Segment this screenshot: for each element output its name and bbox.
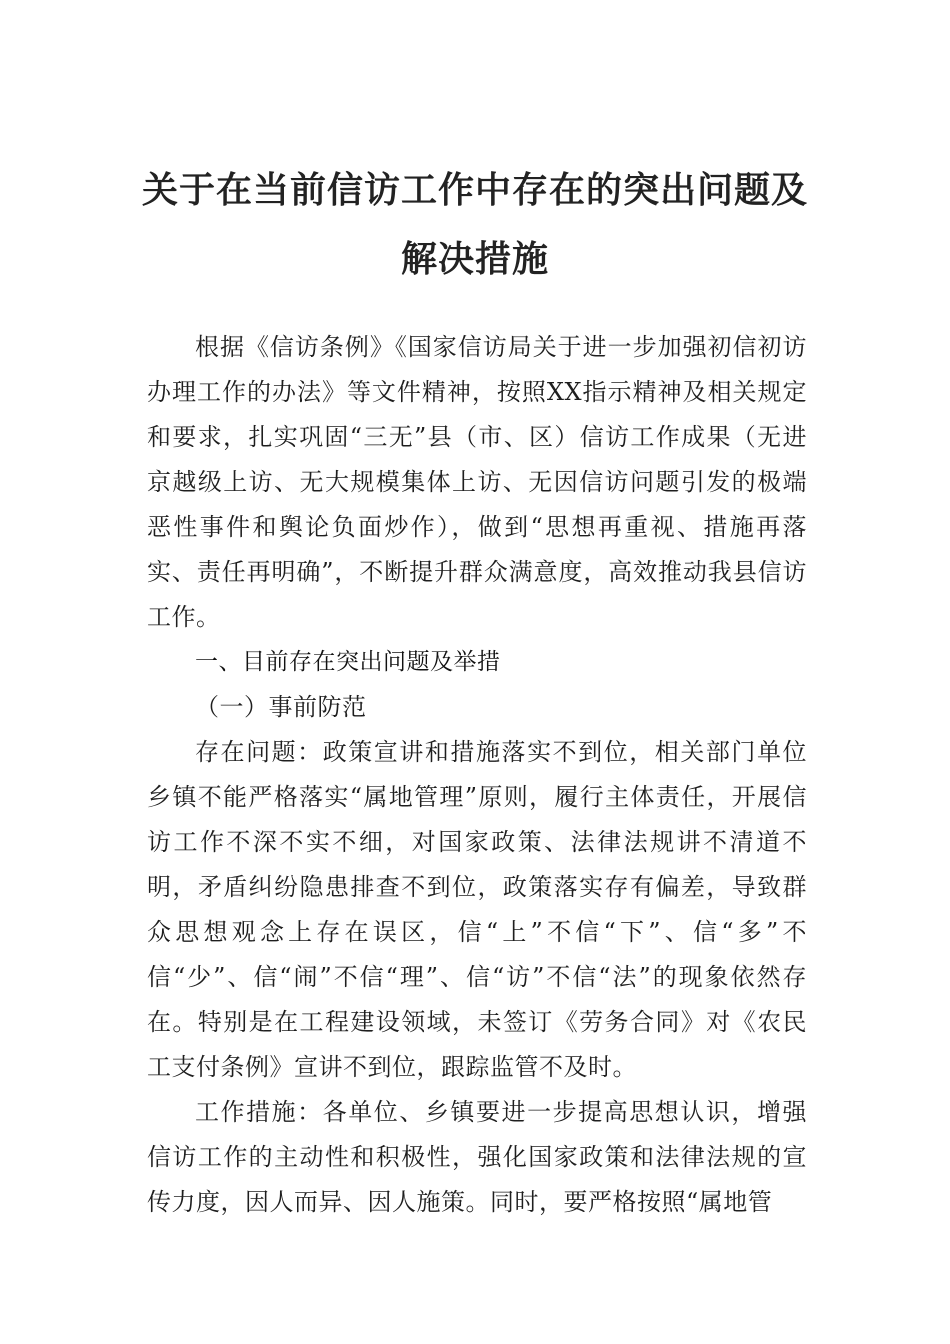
problem-paragraph: 存在问题：政策宣讲和措施落实不到位，相关部门单位乡镇不能严格落实“属地管理”原则，履行主体责任，开展信访工作不深不实不细，对国家政策、法律法规讲不清道不明，矛盾纠纷隐患排查不到位，政策落实存有偏差，导致群众思想观念上存在误区，信“上”不信“下”、信“多”不信“少”、信“闹”不信“理”、信“访”不信“法”的现象依然存在。特别是在工程建设领域，未签订《劳务合同》对《农民工支付条例》宣讲不到位，跟踪监管不及时。 [147,738,807,1081]
intro-paragraph: 根据《信访条例》《国家信访局关于进一步加强初信初访办理工作的办法》等文件精神，按照XX指示精神及相关规定和要求，扎实巩固“三无”县（市、区）信访工作成果（无进京越级上访、无大规模集体上访、无因信访问题引发的极端恶性事件和舆论负面炒作），做到“思想再重视、措施再落实、责任再明确”，不断提升群众满意度，高效推动我县信访工作。 [147,333,807,631]
document-body [147,325,807,1225]
section-heading-1: 一、目前存在突出问题及举措 [195,649,501,675]
document-title-line-1: 关于在当前信访工作中存在的突出问题及 [141,169,808,211]
measures-paragraph: 工作措施：各单位、乡镇要进一步提高思想认识，增强信访工作的主动性和积极性，强化国家政策和法律法规的宣传力度，因人而异、因人施策。同时，要严格按照“属地管 [147,1098,807,1216]
document-title-line-2: 解决措施 [400,238,549,280]
subsection-heading-1: （一）事前防范 [195,693,367,721]
